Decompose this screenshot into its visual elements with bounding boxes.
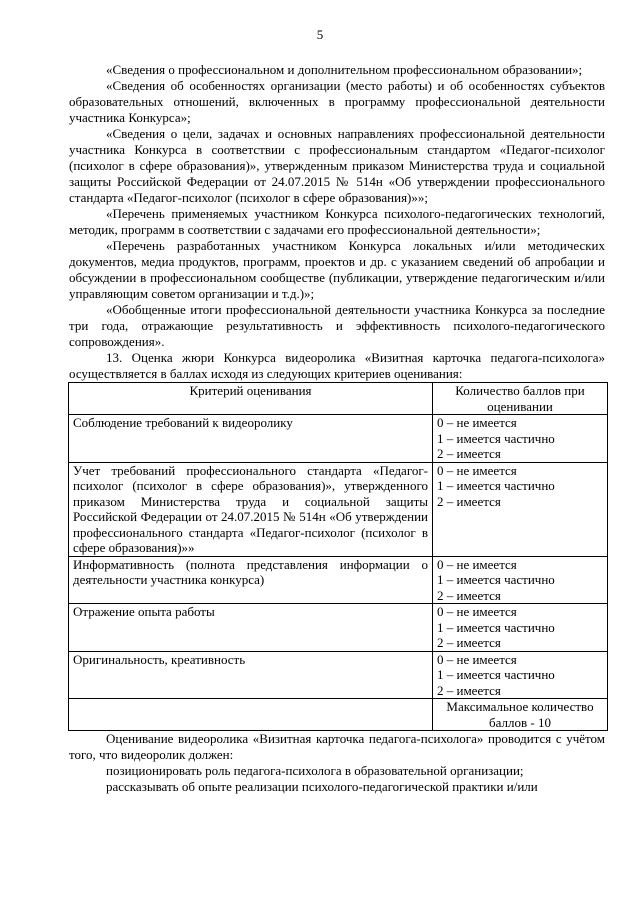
paragraph-position-role: позиционировать роль педагога-психолога в образовательной организации;	[106, 763, 524, 778]
paragraph-video-evaluation: Оценивание видеоролика «Визитная карточка педагога-психолога» проводится с учётом того, что видеоролик должен:	[69, 731, 605, 762]
score-option: 2 – имеется	[437, 635, 501, 650]
document-body	[69, 62, 605, 795]
paragraph-goals-info: «Сведения о цели, задачах и основных направлениях профессиональной деятельности участника Конкурса в соответствии с профессиональным стандартом «Педагог-психолог (психолог в сфере образования)», утвержденным приказом Министерства труда и социальной защиты Российской Федерации от 24.07.2015 № 514н «Об утверждении профессионального стандарта «Педагог-психолог (психолог в сфере образования)»»;	[69, 126, 605, 205]
score-option: 1 – имеется частично	[437, 572, 555, 587]
score-option: 1 – имеется частично	[437, 619, 555, 635]
score-option: 1 – имеется частично	[437, 430, 555, 446]
criterion-cell: Соблюдение требований к видеоролику	[69, 415, 433, 463]
score-option: 0 – не имеется	[437, 415, 517, 430]
criterion-cell: Отражение опыта работы	[69, 604, 433, 652]
score-option: 0 – не имеется	[437, 604, 517, 619]
score-option: 2 – имеется	[437, 493, 501, 509]
empty-cell	[69, 699, 433, 731]
score-cell	[433, 556, 608, 604]
paragraph-education-info: «Сведения о профессиональном и дополнительном профессиональном образовании»;	[106, 62, 583, 77]
criterion-cell: Информативность (полнота представления информации о деятельности участника конкурса)	[69, 556, 433, 604]
header-score: Количество баллов при оценивании	[433, 383, 608, 415]
score-cell	[433, 415, 608, 463]
header-criterion: Критерий оценивания	[69, 383, 433, 415]
score-option: 1 – имеется частично	[437, 667, 555, 682]
criterion-cell: Учет требований профессионального стандарта «Педагог-психолог (психолог в сфере образования)», утвержденного приказом Министерства труда и социальной защиты Российской Федерации от 24.07.2015 № 514н «Об утверждении профессионального стандарта «Педагог-психолог (психолог в сфере образования)»»	[69, 462, 433, 556]
score-option: 2 – имеется	[437, 682, 501, 698]
paragraph-summary-results: «Обобщенные итоги профессиональной деятельности участника Конкурса за последние три года, отражающие результативность и эффективность психолого-педагогического сопровождения».	[69, 302, 605, 349]
table-row	[69, 556, 608, 604]
page-number: 5	[316, 27, 324, 42]
criterion-cell: Оригинальность, креативность	[69, 651, 433, 699]
table-total-row	[69, 699, 608, 731]
table-header-row	[69, 383, 608, 415]
table-row	[69, 462, 608, 556]
score-cell	[433, 651, 608, 699]
score-option: 2 – имеется	[437, 446, 501, 461]
table-row	[69, 651, 608, 699]
max-score-cell: Максимальное количество баллов - 10	[433, 699, 608, 731]
score-option: 2 – имеется	[437, 587, 501, 603]
table-row	[69, 415, 608, 463]
paragraph-practice-experience: рассказывать об опыте реализации психолого-педагогической практики и/или	[106, 779, 538, 794]
paragraph-technologies-list: «Перечень применяемых участником Конкурса психолого-педагогических технологий, методик, программ в соответствии с задачами его профессиональной деятельности»;	[69, 206, 605, 237]
score-option: 1 – имеется частично	[437, 478, 555, 493]
paragraph-organization-info: «Сведения об особенностях организации (место работы) и об особенностях субъектов образовательных отношений, включенных в программу профессиональной деятельности участника Конкурса»;	[69, 78, 605, 125]
paragraph-section-13: 13. Оценка жюри Конкурса видеоролика «Визитная карточка педагога-психолога» осуществляется в баллах исходя из следующих критериев оценивания:	[69, 350, 605, 381]
table-row	[69, 604, 608, 652]
score-option: 0 – не имеется	[437, 462, 517, 478]
criteria-table	[68, 382, 608, 731]
score-cell	[433, 462, 608, 556]
score-cell	[433, 604, 608, 652]
paragraph-documents-list: «Перечень разработанных участником Конкурса локальных и/или методических документов, медиа продуктов, программ, проектов и др. с указанием сведений об апробации и обсуждении в профессиональном сообществе (публикации, утверждение педагогическим и/или управляющим советом организации и т.д.)»;	[69, 238, 605, 301]
score-option: 0 – не имеется	[437, 556, 517, 572]
score-option: 0 – не имеется	[437, 651, 517, 667]
